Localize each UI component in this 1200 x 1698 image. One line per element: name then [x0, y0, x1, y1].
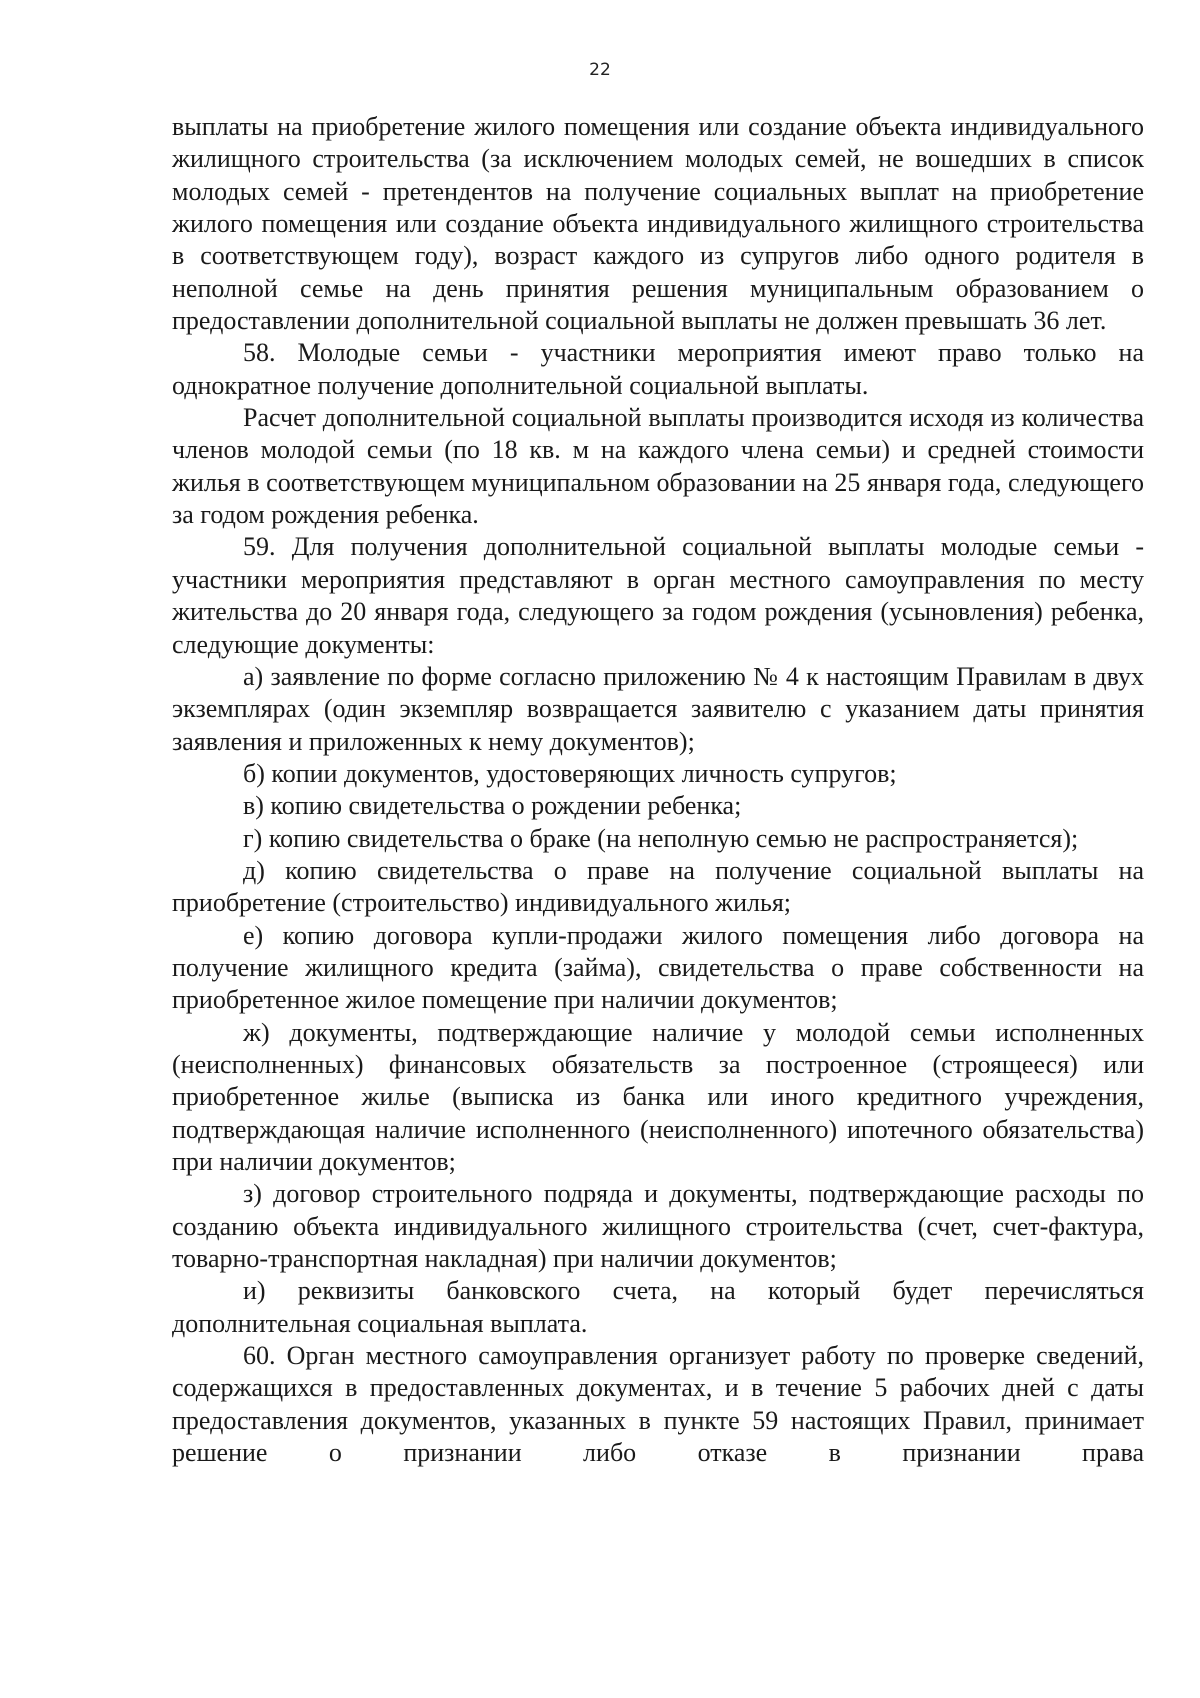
list-item-a: а) заявление по форме согласно приложению № 4 к настоящим Правилам в двух экземплярах (один экземпляр возвращается заявителю с указанием даты принятия заявления и приложенных к нему документов);: [172, 661, 1144, 756]
list-item-b: б) копии документов, удостоверяющих личность супругов;: [243, 758, 897, 788]
list-item-i: и) реквизиты банковского счета, на который будет перечисляться дополнительная социальная выплата.: [172, 1276, 1144, 1338]
list-item-z: з) договор строительного подряда и документы, подтверждающие расходы по созданию объекта индивидуального жилищного строительства (счет, счет-фактура, товарно-транспортная накладная) при наличии документов;: [172, 1179, 1144, 1274]
list-item-zh: ж) документы, подтверждающие наличие у молодой семьи исполненных (неисполненных) финансовых обязательств за построенное (строящееся) или приобретенное жилье (выписка из банка или иного кредитного учреждения, подтверждающая наличие исполненного (неисполненного) ипотечного обязательства) при наличии документов;: [172, 1017, 1144, 1176]
paragraph-59: 59. Для получения дополнительной социальной выплаты молодые семьи - участники мероприятия представляют в орган местного самоуправления по месту жительства до 20 января года, следующего за годом рождения (усыновления) ребенка, следующие документы:: [172, 532, 1144, 659]
page-number: 22: [589, 60, 611, 80]
paragraph-continuation: выплаты на приобретение жилого помещения или создание объекта индивидуального жилищного строительства (за исключением молодых семей, не вошедших в список молодых семей - претендентов на получение социальных выплат на приобретение жилого помещения или создание объекта индивидуального жилищного строительства в соответствующем году), возраст каждого из супругов либо одного родителя в неполной семье на день принятия решения муниципальным образованием о предоставлении дополнительной социальной выплаты не должен превышать 36 лет.: [172, 112, 1144, 336]
list-item-g: г) копию свидетельства о браке (на неполную семью не распространяется);: [243, 823, 1079, 853]
list-item-v: в) копию свидетельства о рождении ребенка;: [243, 791, 742, 821]
list-item-d: д) копию свидетельства о праве на получение социальной выплаты на приобретение (строительство) индивидуального жилья;: [172, 855, 1144, 918]
paragraph-calculation: Расчет дополнительной социальной выплаты производится исходя из количества членов молодой семьи (по 18 кв. м на каждого члена семьи) и средней стоимости жилья в соответствующем муниципальном образовании на 25 января года, следующего за годом рождения ребенка.: [172, 403, 1144, 530]
document-body: [172, 111, 1144, 1469]
list-item-e: е) копию договора купли-продажи жилого помещения либо договора на получение жилищного кредита (займа), свидетельства о праве собственности на приобретенное жилое помещение при наличии документов;: [172, 920, 1144, 1015]
paragraph-60: 60. Орган местного самоуправления организует работу по проверке сведений, содержащихся в предоставленных документах, и в течение 5 рабочих дней с даты предоставления документов, указанных в пункте 59 настоящих Правил, принимает решение о признании либо отказе в признании права: [172, 1341, 1144, 1468]
paragraph-58: 58. Молодые семьи - участники мероприятия имеют право только на однократное получение дополнительной социальной выплаты.: [172, 338, 1144, 400]
